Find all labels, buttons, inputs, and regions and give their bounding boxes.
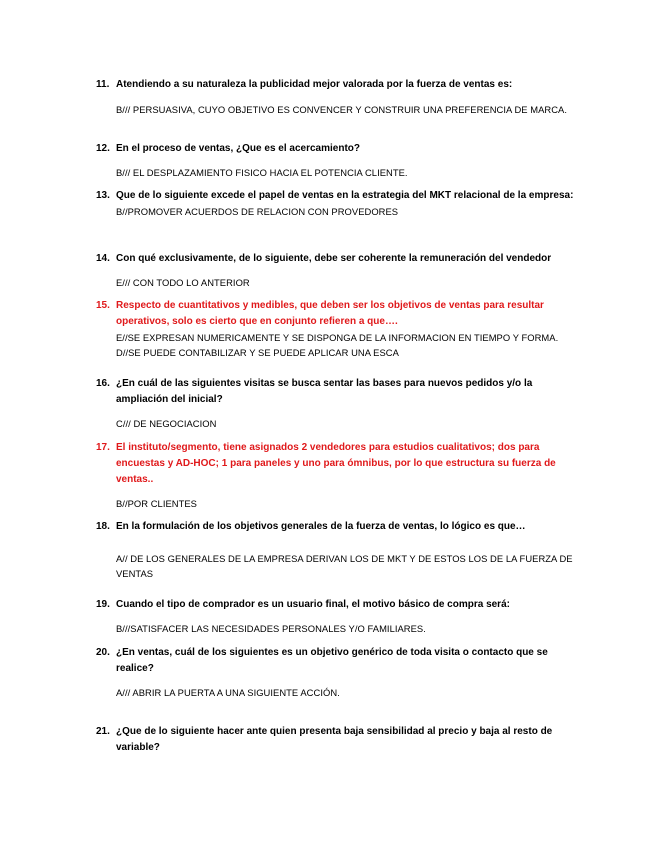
question-18: [96, 519, 586, 581]
question-number: 17.: [96, 442, 110, 453]
question-number: 16.: [96, 378, 110, 389]
question-13: [96, 188, 586, 219]
question-text: En el proceso de ventas, ¿Que es el acercamiento?: [116, 143, 360, 154]
question-number: 12.: [96, 143, 110, 154]
question-text: Respecto de cuantitativos y medibles, que deben ser los objetivos de ventas para resultar operativos, solo es cierto que en conjunto refieren a que….: [116, 300, 544, 327]
answer-text: C/// DE NEGOCIACION: [116, 418, 217, 429]
question-number: 18.: [96, 521, 110, 532]
question-text: ¿En ventas, cuál de los siguientes es un objetivo genérico de toda visita o contacto que se realice?: [116, 647, 548, 674]
question-text: ¿En cuál de las siguientes visitas se busca sentar las bases para nuevos pedidos y/o la ampliación del inicial?: [116, 378, 533, 405]
question-16: [96, 376, 586, 431]
answer-text: B/// PERSUASIVA, CUYO OBJETIVO ES CONVENCER Y CONSTRUIR UNA PREFERENCIA DE MARCA.: [116, 104, 568, 115]
question-number: 14.: [96, 253, 110, 264]
question-15: [96, 298, 586, 360]
question-text: Que de lo siguiente excede el papel de ventas en la estrategia del MKT relacional de la empresa:: [116, 190, 574, 201]
question-text: El instituto/segmento, tiene asignados 2 vendedores para estudios cualitativos; dos para encuestas y AD-HOC; 1 para paneles y uno para ómnibus, por lo que estructura su fuerza de ventas..: [116, 442, 556, 485]
question-number: 15.: [96, 300, 110, 311]
question-number: 19.: [96, 599, 110, 610]
answer-text: B///SATISFACER LAS NECESIDADES PERSONALES Y/O FAMILIARES.: [116, 623, 426, 634]
answer-text: E//SE EXPRESAN NUMERICAMENTE Y SE DISPONGA DE LA INFORMACION EN TIEMPO Y FORMA.: [116, 332, 559, 343]
answer-text: A/// ABRIR LA PUERTA A UNA SIGUIENTE ACCIÓN.: [116, 687, 340, 698]
answer-text: E/// CON TODO LO ANTERIOR: [116, 277, 250, 288]
answer-text: B/// EL DESPLAZAMIENTO FISICO HACIA EL POTENCIA CLIENTE.: [116, 167, 408, 178]
question-text: Atendiendo a su naturaleza la publicidad mejor valorada por la fuerza de ventas es:: [116, 79, 513, 90]
question-21: [96, 724, 586, 756]
question-20: [96, 645, 586, 700]
question-text: ¿Que de lo siguiente hacer ante quien presenta baja sensibilidad al precio y baja al resto de variable?: [116, 726, 553, 753]
question-17: [96, 440, 586, 511]
answer-text: A// DE LOS GENERALES DE LA EMPRESA DERIVAN LOS DE MKT Y DE ESTOS LOS DE LA FUERZA DE: [116, 553, 573, 564]
answer-text: B//POR CLIENTES: [116, 498, 197, 509]
question-text: Cuando el tipo de comprador es un usuario final, el motivo básico de compra será:: [116, 599, 510, 610]
answer-text: D//SE PUEDE CONTABILIZAR Y SE PUEDE APLICAR UNA ESCA: [116, 347, 399, 358]
question-text: En la formulación de los objetivos generales de la fuerza de ventas, lo lógico es que…: [116, 521, 526, 532]
answer-text: B//PROMOVER ACUERDOS DE RELACION CON PROVEDORES: [116, 206, 399, 217]
question-number: 21.: [96, 726, 110, 737]
question-number: 13.: [96, 190, 110, 201]
question-number: 11.: [96, 79, 110, 90]
question-19: [96, 597, 586, 636]
question-number: 20.: [96, 647, 110, 658]
question-text: Con qué exclusivamente, de lo siguiente, debe ser coherente la remuneración del vendedor: [116, 253, 552, 264]
question-14: [96, 251, 586, 290]
answer-text: VENTAS: [116, 568, 154, 579]
question-12: [96, 141, 586, 180]
question-11: [96, 77, 586, 117]
